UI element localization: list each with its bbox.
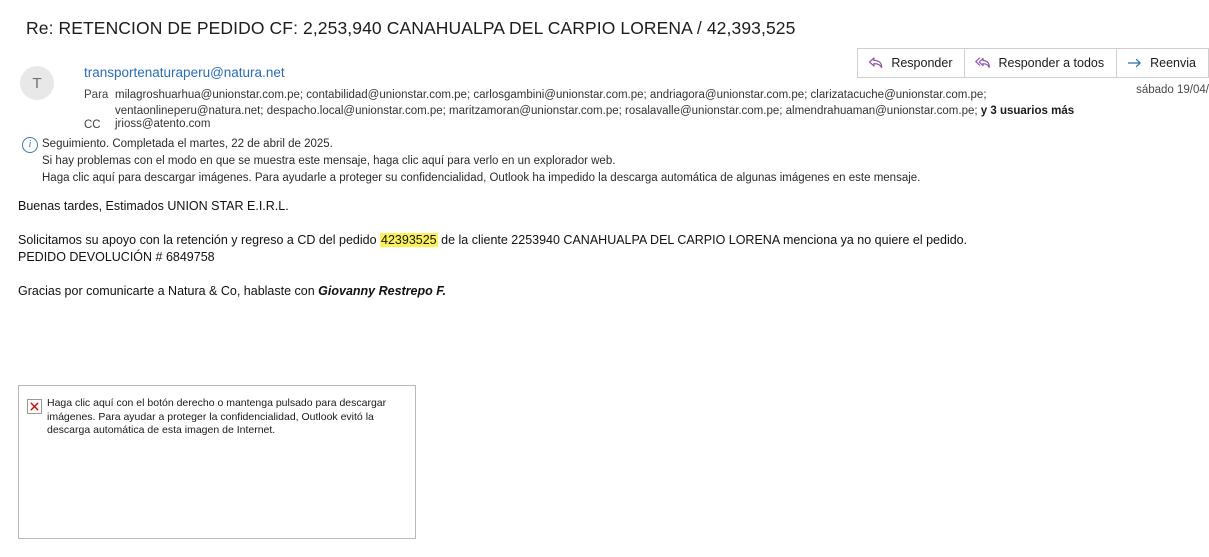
reply-all-arrow-icon (975, 55, 991, 71)
message-info-rows (42, 136, 920, 187)
view-in-browser-link[interactable]: Si hay problemas con el modo en que se muestra este mensaje, haga clic aquí para verlo en un explorador web. (42, 155, 616, 167)
download-images-notice[interactable]: Haga clic aquí para descargar imágenes. Para ayudarle a proteger su confidencialidad, Outlook ha impedido la descarga automática de algunas imágenes en este mensaje. (42, 172, 921, 184)
message-body (18, 198, 1188, 300)
page-title: Re: RETENCION DE PEDIDO CF: 2,253,940 CANAHUALPA DEL CARPIO LORENA / 42,393,525 (26, 18, 796, 38)
info-icon: i (22, 137, 38, 153)
blocked-image-placeholder[interactable] (18, 385, 416, 539)
reply-button[interactable] (857, 48, 964, 78)
broken-image-icon (27, 399, 42, 414)
message-actions-toolbar (857, 48, 1209, 78)
cc-recipients[interactable]: jrioss@atento.com (115, 118, 211, 130)
message-date: sábado 19/04/ (1136, 84, 1209, 96)
body-request-part2: de la cliente 2253940 CANAHUALPA DEL CARPIO LORENA menciona ya no quiere el pedido. (437, 233, 968, 247)
body-order-line: PEDIDO DEVOLUCIÓN # 6849758 (18, 250, 215, 264)
forward-button[interactable] (1116, 48, 1209, 78)
cc-label: CC (84, 119, 101, 131)
body-thanks-part1: Gracias por comunicarte a Natura & Co, hablaste con (18, 284, 319, 298)
body-greeting: Buenas tardes, Estimados UNION STAR E.I.R.L. (18, 199, 289, 213)
sender-email-link[interactable]: transportenaturaperu@natura.net (84, 65, 285, 80)
more-recipients-link[interactable]: y 3 usuarios más (980, 104, 1075, 117)
body-request-part1: Solicitamos su apoyo con la retención y regreso a CD del pedido (18, 233, 381, 247)
to-recipients-line-1: milagroshuarhua@unionstar.com.pe; contabilidad@unionstar.com.pe; carlosgambini@unionstar.com.pe; andriagora@unionstar.com.pe; clarizatacuche@unionstar.com.pe; (115, 89, 987, 101)
forward-arrow-icon (1127, 55, 1143, 71)
blocked-image-message: Haga clic aquí con el botón derecho o mantenga pulsado para descargar imágenes. Para ayudar a proteger la confidencialidad, Outlook evitó la descarga automática de esta imagen de Internet. (47, 397, 387, 436)
body-request (18, 232, 1188, 249)
to-recipients[interactable] (115, 88, 1115, 119)
reply-all-button[interactable] (964, 48, 1116, 78)
highlighted-order-number: 42393525 (381, 233, 437, 247)
reply-all-label: Responder a todos (998, 56, 1105, 70)
followup-status-text: Seguimiento. Completada el martes, 22 de abril de 2025. (42, 138, 333, 150)
reply-arrow-icon (868, 55, 884, 71)
body-thanks (18, 283, 1188, 300)
to-recipients-line-2: ventaonlineperu@natura.net; despacho.local@unionstar.com.pe; maritzamoran@unionstar.com.pe; rosalavalle@unionstar.com.pe; almendrahuaman@unionstar.com.pe; (115, 104, 978, 117)
avatar: T (20, 66, 54, 100)
to-label: Para (84, 89, 109, 101)
agent-name: Giovanny Restrepo F. (318, 284, 446, 298)
reply-label: Responder (891, 56, 953, 70)
forward-label: Reenvia (1150, 56, 1196, 70)
